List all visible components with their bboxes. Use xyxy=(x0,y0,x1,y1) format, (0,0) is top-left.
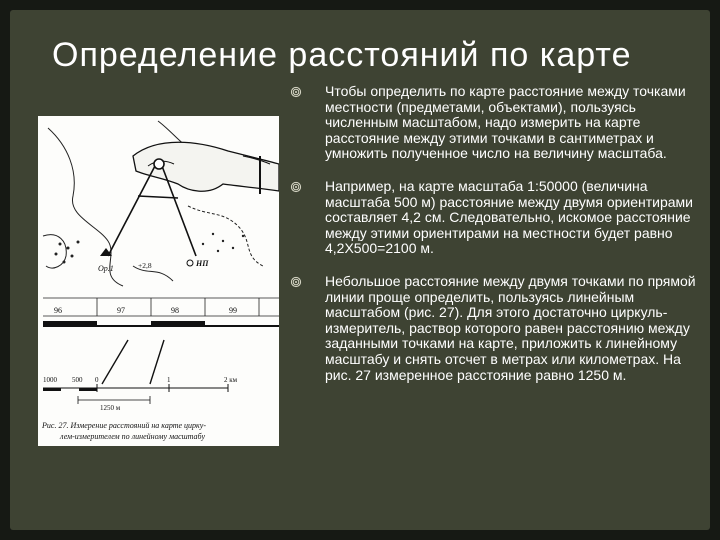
ring-bullet-icon xyxy=(290,86,302,98)
bullet-item xyxy=(288,84,708,162)
slide xyxy=(10,10,710,530)
bullet-item xyxy=(288,274,708,383)
grid-number: 96 xyxy=(54,306,62,315)
mark-value-label: +2,8 xyxy=(138,261,152,270)
bullet-text: Чтобы определить по карте расстояние между точками местности (предметами, объектами), пользуясь численным масштабом, надо измерить на карте расстояние между этими точками в сантиметрах и умножить полученное число на величину масштаба. xyxy=(325,83,686,162)
scale-label: 1000 xyxy=(43,376,57,384)
figure-caption-line2: лем-измерителем по линейному масштабу xyxy=(60,432,206,441)
ring-bullet-icon xyxy=(290,276,302,288)
map-figure xyxy=(38,116,279,446)
scale-label: 1 xyxy=(167,376,171,384)
measured-distance-label: 1250 м xyxy=(100,404,121,412)
grid-number: 97 xyxy=(117,306,125,315)
figure-caption-line1: Рис. 27. Измерение расстояний на карте цирку- xyxy=(42,421,207,430)
landmark-2-label: НП xyxy=(196,259,209,268)
bullet-item xyxy=(288,179,708,257)
bullet-text: Например, на карте масштаба 1:50000 (величина масштаба 500 м) расстояние между двумя ориентирами составляет 4,2 см. Следовательно, искомое расстояние между этими ориентирами на местности будет равно 4,2Х500=2100 м. xyxy=(325,177,693,257)
ring-bullet-icon xyxy=(290,181,302,193)
map-illustration xyxy=(38,116,279,446)
grid-number: 98 xyxy=(171,306,179,315)
bullet-list xyxy=(288,84,708,383)
slide-title: Определение расстояний по карте xyxy=(52,36,632,74)
scale-label: 500 xyxy=(72,376,83,384)
landmark-1-label: Ор.1 xyxy=(98,264,114,273)
scale-label: 2 км xyxy=(224,376,238,384)
bullet-text: Небольшое расстояние между двумя точками по прямой линии проще определить, пользуясь линейным масштабом (рис. 27). Для этого достаточно циркуль-измеритель, раствор которого равен расстоянию между заданными точками на карте, приложить к линейному масштабу и снять отсчет в метрах или километрах. На рис. 27 измеренное расстояние равно 1250 м. xyxy=(325,272,696,383)
grid-number: 99 xyxy=(229,306,237,315)
scale-label: 0 xyxy=(95,376,99,384)
